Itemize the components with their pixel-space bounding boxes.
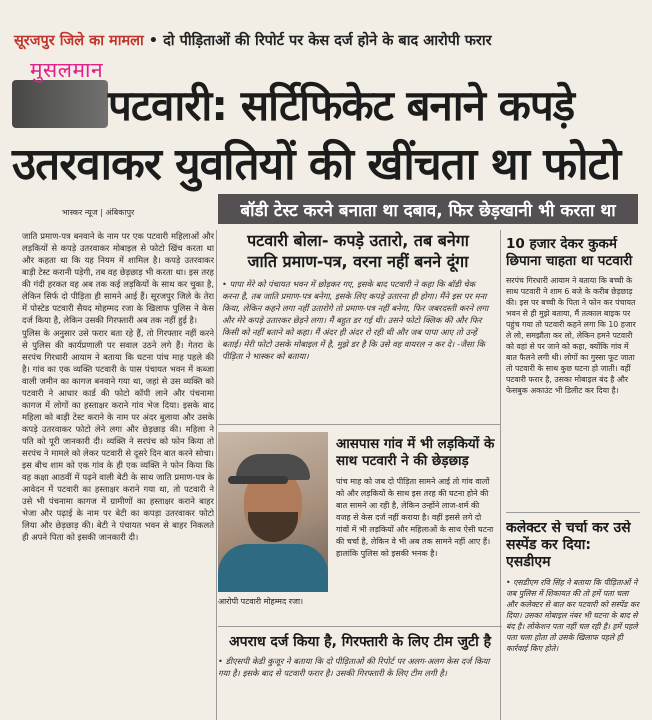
dsp-statement-box <box>218 626 502 720</box>
headline-smudge <box>12 80 108 128</box>
section-divider <box>506 512 640 513</box>
headline-line-1: पटवारी: सर्टिफिकेट बनाने कपड़े <box>108 81 575 130</box>
nearby-villages-body: पांच माह को जब दो पीड़िता सामने आई तो गांव वालों को और लड़कियों के साथ इस तरह की घटना होने की बात सामने आ रही है, लेकिन उन्होंने लाज-शर्म की वजह से केस दर्ज नहीं कराया है। वहीं इससे लगे दो गांवों में भी लड़कियों और महिलाओं के साथ ऐसी घटना की चर्चा है, लेकिन वे भी अब तक सामने नहीं आए हैं। हालांकि पुलिस को इसकी भनक है। <box>336 477 494 558</box>
section-divider <box>218 424 500 425</box>
bribe-headline: 10 हजार देकर कुकर्म छिपाना चाहता था पटवारी <box>506 236 633 269</box>
main-story-paragraph: पुलिस के अनुसार उसे फरार बता रहे हैं, तो गिरफ्तार नहीं करने से पुलिस की कार्यप्रणाली पर सवाल उठने लगे हैं। गेतरा के सरपंच गिरधारी आयाम ने बताया कि घटना पांच माह पहले की है। गांव का एक व्यक्ति पटवारी के पास पंचायत भवन में कब्जा वाली जमीन का कागज बनवाने गया था, जहां से उस व्यक्ति को पटवारी ने आधार कार्ड की फोटो कॉपी लाने और पंचनामा कागज में लोगों का हस्ताक्षर कराने गांव भेज दिया। इसके बाद महिला को बाड़ी टेस्ट कराने के नाम पर अंदर बुलाया और उसके कपड़े उतरवाकर फोटो लेने लगा और छेड़छाड़ की। महिला ने पति को पूरी जानकारी दी। व्यक्ति ने सरपंच को फोन किया तो सरपंच ने मामले को लेकर पटवारी से दूसरे दिन बात करने सोचा। इस बीच शाम को एक गांव के ही एक व्यक्ति ने फोन किया कि वह कक्षा आठवीं में पढ़ने वाली बेटी के साथ जाति प्रमाण-पत्र के आवेदन में पटवारी का हस्ताक्षर कराने गया था, तो पटवारी ने उसे भी पंचनामा कागज में ग्रामीणों का हस्ताक्षर कराने बाहर भेजा और पढ़ाई के नाम पर बेटी का कपड़ा उतरवाकर फोटो लिया और छेड़छाड़ की। बेटी ने पंचायत भवन से बाहर निकलते ही अपने पिता को इसकी जानकारी दी। <box>22 328 214 542</box>
kicker-summary: • दो पीड़िताओं की रिपोर्ट पर केस दर्ज होने के बाद आरोपी फरार <box>148 33 492 49</box>
kicker <box>14 30 492 50</box>
victim-statement-headline-1: पटवारी बोला- कपड़े उतारो, तब बनेगा <box>247 231 469 250</box>
sdm-statement-box <box>506 520 640 720</box>
victim-statement-body: • पापा मेरे को पंचायत भवन में छोड़कर गए, इसके बाद पटवारी ने कहा कि बॉडी चेक करना है, तब जाति प्रमाण-पत्र बनेगा, इसके लिए कपड़े उतारना ही होगा। मैंने इस पर मना किया, लेकिन कहने लगा नहीं उतारोगे तो प्रमाण-पत्र नहीं बनेगा, फिर जबरदस्ती करने लगा और मेरे कपड़े उतारकर छेड़ने लगा। मैं बहुत डर गई थी। उसने फोटो क्लिक की और फिर किसी को नहीं बताने को कहा। मैं अंदर ही अंदर रो रही थी और जब पापा आए तो उन्हें बताई। मेरी फोटो उसके मोबाइल में है, मुझे डर है कि उसे वह वायरल न कर दे। -जैसा कि पीड़िता ने भास्कर को बताया। <box>222 279 489 361</box>
nearby-villages-box <box>336 436 496 592</box>
nearby-villages-headline: आसपास गांव में भी लड़कियों के साथ पटवारी ने की छेड़छाड़ <box>336 436 495 469</box>
victim-statement-box <box>222 230 494 416</box>
bribe-side-box <box>506 236 638 506</box>
bribe-body: सरपंच गिरधारी आयाम ने बताया कि बच्ची के साथ पटवारी ने शाम 6 बजे के करीब छेड़छाड़ की। इस पर बच्ची के पिता ने फोन कर पंचायत भवन से ही मुझे बताया, मैं तत्काल बाइक पर पहुंच गया तो पटवारी कहने लगा कि 10 हजार ले लो, समझौता कर लो, लेकिन हमने पटवारी को वहां से पर जाने को कहा, क्योंकि गांव में बात फैलने लगी थी। लोगों का गुस्सा फूट जाता तो पटवारी के साथ कुछ घटना हो जाती। वहीं पटवारी फरार है, उसका मोबाइल बंद है और फेसबुक अकाउंट भी डिलीट कर दिया है। <box>506 276 636 395</box>
sdm-headline: कलेक्टर से चर्चा कर उसे सस्पेंड कर दिया: एसडीएम <box>506 520 631 570</box>
dsp-body: • डीएसपी केडी कुजूर ने बताया कि दो पीड़िताओं की रिपोर्ट पर अलग-अलग केस दर्ज किया गया है। इसके बाद से पटवारी फरार है। उसकी गिरफ्तारी के लिए टीम लगी है। <box>218 656 490 678</box>
column-divider <box>216 230 217 720</box>
main-story-paragraph: जाति प्रमाण-पत्र बनवाने के नाम पर एक पटवारी महिलाओं और लड़कियों से कपड़े उतरवाकर मोबाइल से फोटो खिंच करता था और कहता था कि यह नियम में शामिल है। कपड़े उतरवाकर बाड़ी टेस्ट करानी पड़ेगी, तब वह छेड़छाड़ भी करता था। इस तरह की गंदी हरकत वह अब तक कई लड़कियों के साथ कर चुका है, लेकिन सिर्फ दो पीड़िता ही सामने आई हैं। सूरजपुर जिले के तेरा में पोस्टेड पटवारी सैयद मोहम्मद रजा के खिलाफ पुलिस ने केस दर्ज किया है, लेकिन उसकी गिरफ्तारी अब तक नहीं हुई है। <box>22 231 214 325</box>
subheadline-banner: बॉडी टेस्ट करने बनाता था दबाव, फिर छेड़खानी भी करता था <box>218 194 638 224</box>
dsp-headline: अपराध दर्ज किया है, गिरफ्तारी के लिए टीम जुटी है <box>228 634 492 650</box>
accused-photo <box>218 432 328 592</box>
photo-caption: आरोपी पटवारी मोहम्मद रजा। <box>218 597 304 606</box>
byline: भास्कर न्यूज | अंबिकापुर <box>62 208 135 217</box>
main-story-column <box>22 230 214 720</box>
kicker-location: सूरजपुर जिले का मामला <box>14 33 144 49</box>
watermark-text: मुसलमान <box>30 58 104 82</box>
victim-statement-headline-2: जाति प्रमाण-पत्र, वरना नहीं बनने दूंगा <box>247 252 469 271</box>
sdm-body: • एसडीएम रवि सिंह ने बताया कि पीड़िताओं ने जब पुलिस में शिकायत की तो हमें पता चला और कलेक्टर से बात कर पटवारी को सस्पेंड कर दिया। उसका मोबाइल नंबर भी घटना के बाद से बंद है। लोकेशन पता नहीं चल रही है। हमें पहले पता चला होता तो उसके खिलाफ पहले ही कार्रवाई किए होते। <box>506 578 640 653</box>
headline-line-2: उतरवाकर युवतियों की खींचता था फोटो <box>12 139 621 190</box>
